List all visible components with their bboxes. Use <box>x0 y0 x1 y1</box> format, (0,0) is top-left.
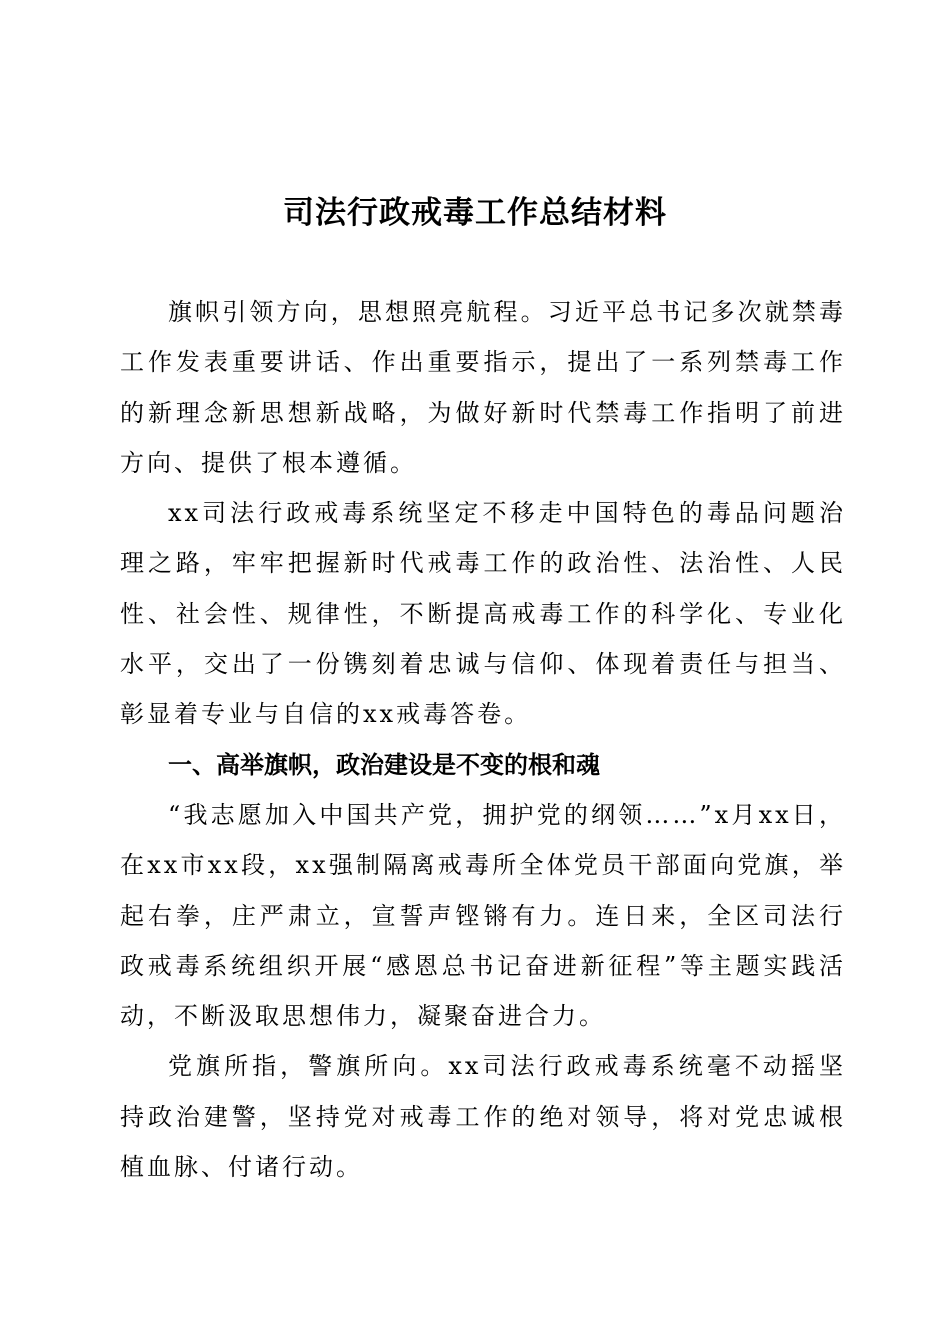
document-body <box>120 287 846 1192</box>
section-paragraph: “我志愿加入中国共产党，拥护党的纲领……”x月xx日，在xx市xx段，xx强制隔离戒毒所全体党员干部面向党旗，举起右拳，庄严肃立，宣誓声铿锵有力。连日来，全区司法行政戒毒系统组织开展“感恩总书记奋进新征程”等主题实践活动，不断汲取思想伟力，凝聚奋进合力。 <box>120 800 846 1031</box>
section-heading: 一、高举旗帜，政治建设是不变的根和魂 <box>168 750 600 779</box>
section-paragraph: 党旗所指，警旗所向。xx司法行政戒毒系统毫不动摇坚持政治建警，坚持党对戒毒工作的绝对领导，将对党忠诚根植血脉、付诸行动。 <box>120 1052 846 1182</box>
overview-paragraph: xx司法行政戒毒系统坚定不移走中国特色的毒品问题治理之路，牢牢把握新时代戒毒工作的政治性、法治性、人民性、社会性、规律性，不断提高戒毒工作的科学化、专业化水平，交出了一份镌刻着忠诚与信仰、体现着责任与担当、彰显着专业与自信的xx戒毒答卷。 <box>120 499 846 729</box>
document-title: 司法行政戒毒工作总结材料 <box>283 195 667 231</box>
intro-paragraph: 旗帜引领方向，思想照亮航程。习近平总书记多次就禁毒工作发表重要讲话、作出重要指示，提出了一系列禁毒工作的新理念新思想新战略，为做好新时代禁毒工作指明了前进方向、提供了根本遵循。 <box>120 298 846 477</box>
